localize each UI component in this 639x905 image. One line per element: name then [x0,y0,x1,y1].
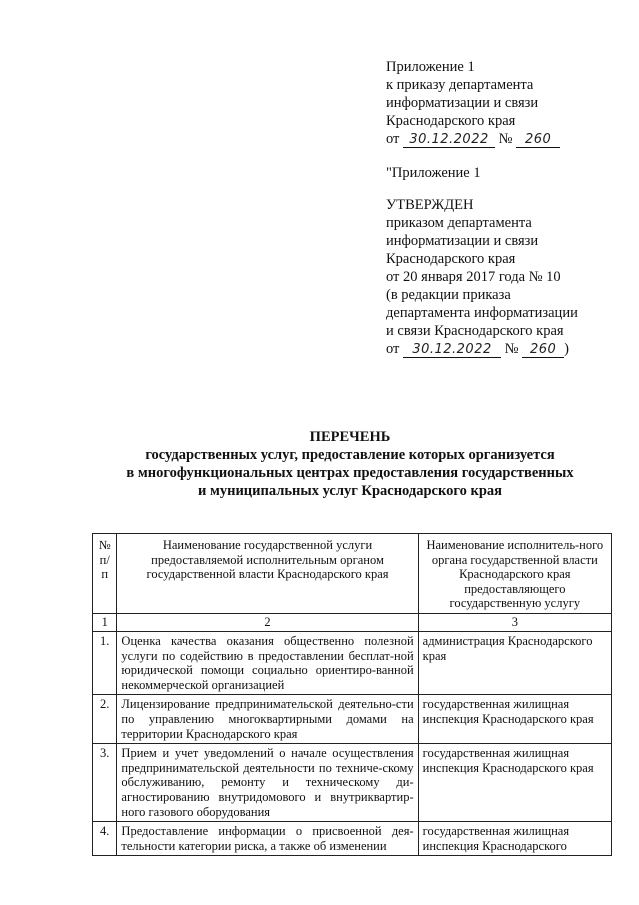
handwritten-number: 260 [522,342,564,358]
service-name: Лицензирование предпринимательской деятельно-сти по управлению многоквартирными домами на территории Краснодарского края [117,695,418,744]
table-row [93,631,612,694]
row-number: 2. [93,695,117,744]
number-sign: № [504,341,519,357]
appendix-line: информатизации и связи [386,95,539,111]
handwritten-date: 30.12.2022 [403,342,501,358]
authority-name: государственная жилищная инспекция Краснодарского края [418,744,611,822]
column-number-row [93,613,612,631]
header-authority: Наименование исполнитель-ного органа государственной власти Краснодарского края предоставляющего государственную услугу [418,534,611,614]
handwritten-number: 260 [516,132,560,148]
title-line: в многофункциональных центрах предоставления государственных [126,465,574,481]
quoted-appendix-label: "Приложение 1 [386,165,481,181]
authority-name: администрация Краснодарского края [418,631,611,694]
appendix-date-line [386,130,626,148]
title-main: ПЕРЕЧЕНЬ [309,429,391,445]
appendix-line: к приказу департамента [386,77,534,93]
row-number: 1. [93,631,117,694]
approved-line: информатизации и связи [386,233,539,249]
table-row [93,695,612,744]
services-table [92,533,612,856]
approved-line: от 20 января 2017 года № 10 [386,269,561,285]
service-name: Оценка качества оказания общественно полезной услуги по содействию в предоставлении бесплат-ной юридической помощи социально ориентиро-ванной некоммерческой организацией [117,631,418,694]
row-number: 4. [93,822,117,856]
appendix-line: Краснодарского края [386,113,516,129]
header-num: № п/п [93,534,117,614]
authority-name: государственная жилищная инспекция Краснодарского края [418,695,611,744]
date-prefix: от [386,341,400,357]
closing-paren: ) [564,341,569,357]
number-sign: № [498,131,513,147]
title-line: и муниципальных услуг Краснодарского края [197,483,502,499]
handwritten-date: 30.12.2022 [403,132,495,148]
header-service: Наименование государственной услуги предоставляемой исполнительным органом государственной власти Краснодарского края [117,534,418,614]
service-name: Предоставление информации о присвоенной дея-тельности категории риска, а также об изменении [117,822,418,856]
table-row [93,744,612,822]
approved-line: (в редакции приказа [386,287,511,303]
authority-name: государственная жилищная инспекция Краснодарского [418,822,611,856]
date-prefix: от [386,131,400,147]
table-row [93,822,612,856]
service-name: Прием и учет уведомлений о начале осуществления предпринимательской деятельности по техниче-скому обслуживанию, ремонту и техническому ди-агностированию внутридомового и внутриквартир-ного газового оборудования [117,744,418,822]
table-header-row [93,534,612,614]
approved-line: приказом департамента [386,215,532,231]
document-title [60,428,639,500]
column-number: 2 [117,613,418,631]
column-number: 3 [418,613,611,631]
approved-heading: УТВЕРЖДЕН [386,197,474,213]
approved-date-line [386,340,626,358]
appendix-line: Приложение 1 [386,59,475,75]
row-number: 3. [93,744,117,822]
approved-line: департамента информатизации [386,305,578,321]
appendix-header [386,58,626,358]
approved-line: и связи Краснодарского края [386,323,564,339]
approved-line: Краснодарского края [386,251,516,267]
column-number: 1 [93,613,117,631]
title-line: государственных услуг, предоставление которых организуется [145,447,555,463]
